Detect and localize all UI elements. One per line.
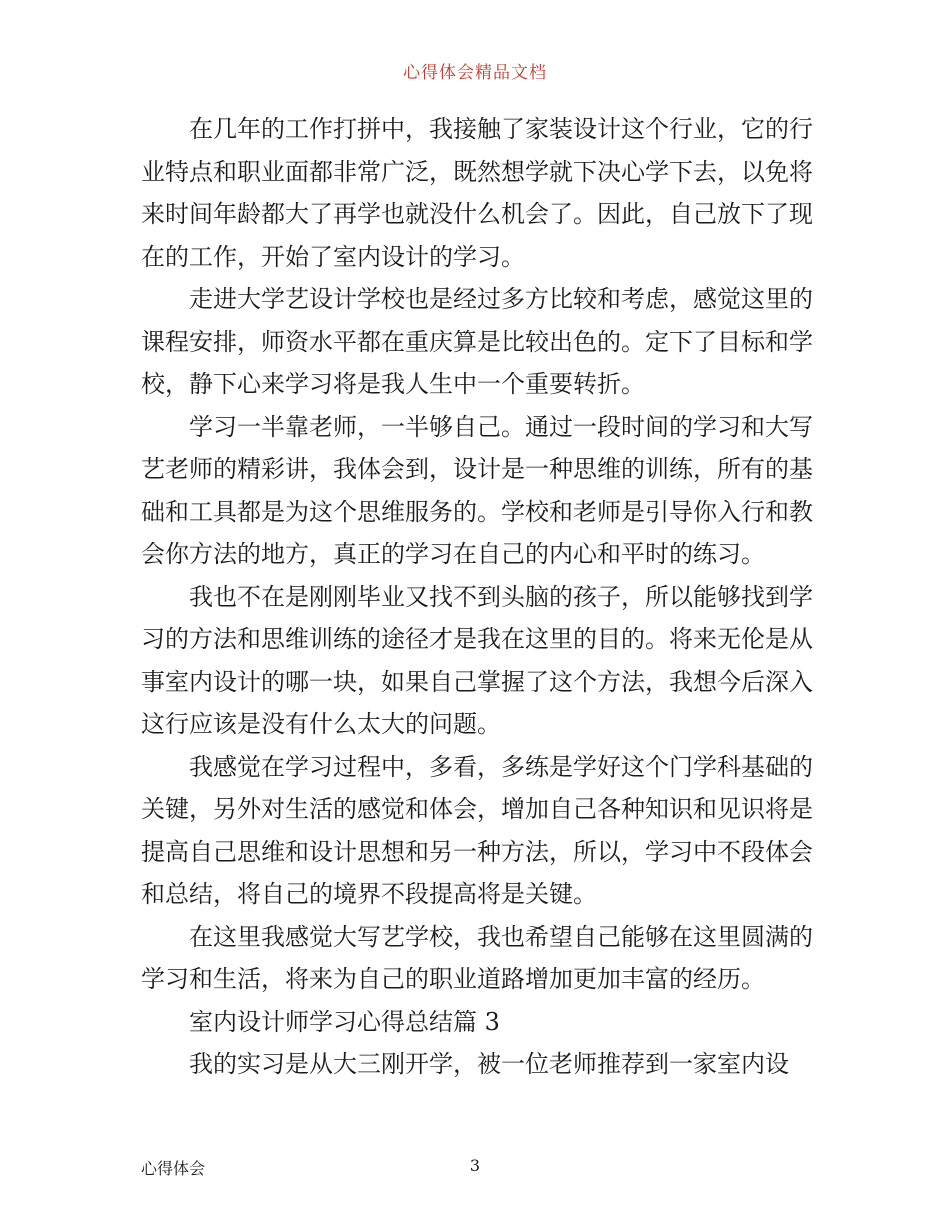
paragraph: 学习一半靠老师，一半够自己。通过一段时间的学习和大写艺老师的精彩讲，我体会到，设计是一种思维的训练，所有的基础和工具都是为这个思维服务的。学校和老师是引导你入行和教会你方法的地方，真正的学习在自己的内心和平时的练习。 xyxy=(141,412,813,568)
paragraph: 走进大学艺设计学校也是经过多方比较和考虑，感觉这里的课程安排，师资水平都在重庆算是比较出色的。定下了目标和学校，静下心来学习将是我人生中一个重要转折。 xyxy=(141,285,813,398)
section-heading: 室内设计师学习心得总结篇 3 xyxy=(189,1007,500,1036)
paragraph: 在几年的工作打拼中，我接触了家装设计这个行业，它的行业特点和职业面都非常广泛，既然想学就下决心学下去，以免将来时间年龄都大了再学也就没什么机会了。因此，自己放下了现在的工作，开始了室内设计的学习。 xyxy=(141,115,813,271)
paragraph: 我的实习是从大三刚开学，被一位老师推荐到一家室内设 xyxy=(189,1050,789,1078)
paragraph: 我感觉在学习过程中，多看，多练是学好这个门学科基础的关键，另外对生活的感觉和体会，增加自己各种知识和见识将是提高自己思维和设计思想和另一种方法，所以，学习中不段体会和总结，将自己的境界不段提高将是关键。 xyxy=(141,752,813,908)
footer-label: 心得体会 xyxy=(141,1159,206,1178)
page-header-title: 心得体会精品文档 xyxy=(403,63,547,83)
paragraph: 我也不在是刚刚毕业又找不到头脑的孩子，所以能够找到学习的方法和思维训练的途径才是我在这里的目的。将来无伦是从事室内设计的哪一块，如果自己掌握了这个方法，我想今后深入这行应该是没有什么太大的问题。 xyxy=(141,582,813,738)
paragraph: 在这里我感觉大写艺学校，我也希望自己能够在这里圆满的学习和生活，将来为自己的职业道路增加更加丰富的经历。 xyxy=(141,922,813,993)
document-body xyxy=(141,108,813,1086)
page-number: 3 xyxy=(469,1156,481,1175)
